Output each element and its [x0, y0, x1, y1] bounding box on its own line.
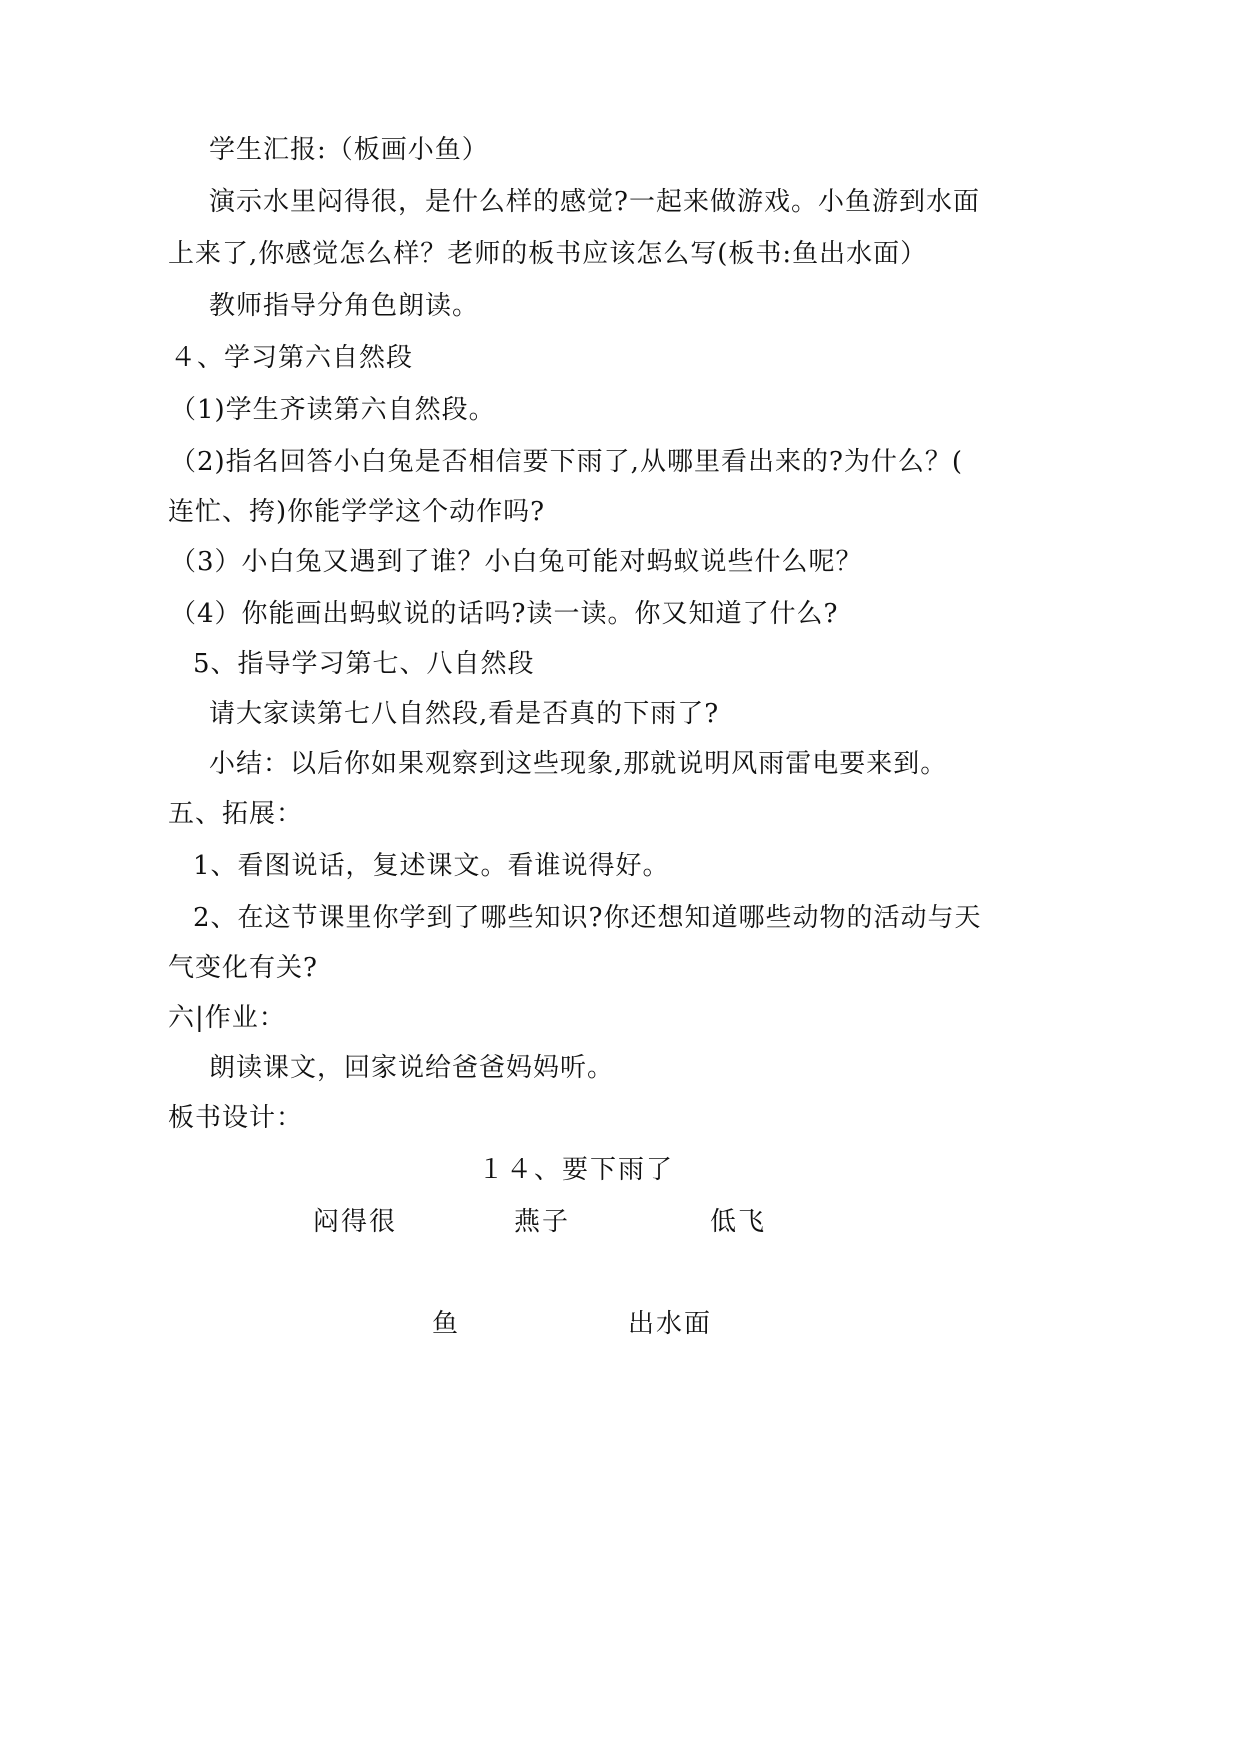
paragraph-line: 连忙、挎)你能学学这个动作吗? — [168, 497, 546, 527]
board-word: 出水面 — [628, 1309, 713, 1339]
paragraph-line: （4）你能画出蚂蚁说的话吗?读一读。你又知道了什么? — [170, 599, 839, 629]
paragraph-line: 演示水里闷得很，是什么样的感觉?一起来做游戏。小鱼游到水面 — [209, 187, 980, 217]
section-heading: ４、学习第六自然段 — [170, 343, 414, 373]
section-heading: 5、指导学习第七、八自然段 — [193, 649, 535, 679]
paragraph-line: 1、看图说话，复述课文。看谁说得好。 — [193, 851, 670, 881]
board-word: 燕子 — [514, 1207, 571, 1237]
paragraph-line: 上来了,你感觉怎么样？老师的板书应该怎么写(板书:鱼出水面） — [168, 239, 928, 269]
board-word: 鱼 — [432, 1309, 461, 1339]
section-heading: 六|作业： — [168, 1003, 286, 1033]
board-word: 闷得很 — [313, 1207, 398, 1237]
paragraph-line: 小结：以后你如果观察到这些现象,那就说明风雨雷电要来到。 — [209, 749, 948, 779]
paragraph-line: 学生汇报:（板画小鱼） — [209, 135, 489, 165]
paragraph-line: 2、在这节课里你学到了哪些知识?你还想知道哪些动物的活动与天 — [193, 903, 982, 933]
paragraph-line: （3）小白兔又遇到了谁？小白兔可能对蚂蚁说些什么呢？ — [170, 547, 863, 577]
paragraph-line: 气变化有关? — [168, 953, 318, 983]
board-word: 低飞 — [710, 1207, 767, 1237]
board-title: １４、要下雨了 — [478, 1155, 675, 1185]
section-heading: 五、拓展： — [168, 799, 304, 829]
section-heading: 板书设计： — [168, 1103, 304, 1133]
paragraph-line: 朗读课文，回家说给爸爸妈妈听。 — [209, 1053, 615, 1083]
paragraph-line: 请大家读第七八自然段,看是否真的下雨了? — [209, 699, 720, 729]
paragraph-line: （1)学生齐读第六自然段。 — [170, 395, 496, 425]
paragraph-line: （2)指名回答小白兔是否相信要下雨了,从哪里看出来的?为什么？( — [170, 447, 964, 477]
paragraph-line: 教师指导分角色朗读。 — [209, 291, 480, 321]
